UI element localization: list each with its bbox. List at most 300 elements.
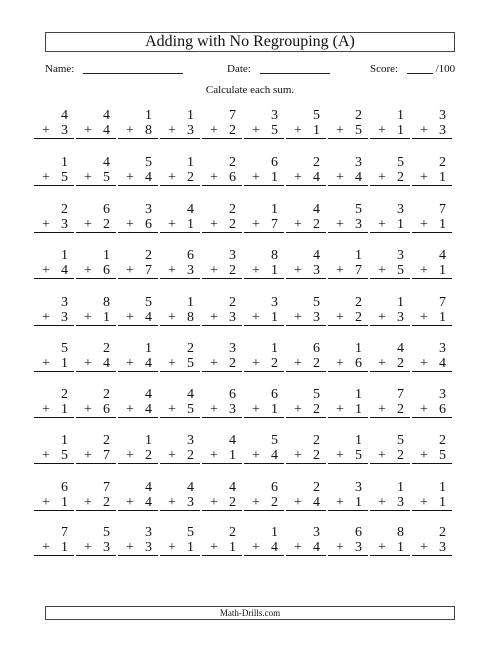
addition-problem	[76, 525, 116, 556]
addend-bottom: 6	[103, 402, 110, 417]
addend-bottom-row	[118, 123, 158, 139]
plus-sign: +	[126, 356, 134, 371]
addend-bottom: 1	[355, 495, 362, 510]
date-label: Date:	[227, 63, 251, 75]
plus-sign: +	[84, 263, 92, 278]
addend-top: 6	[355, 525, 362, 540]
plus-sign: +	[336, 356, 344, 371]
addend-bottom-row	[202, 495, 242, 511]
date-field[interactable]	[227, 62, 330, 75]
addition-problem	[244, 341, 284, 372]
addend-bottom: 1	[397, 217, 404, 232]
addend-bottom-row	[160, 540, 200, 556]
addend-bottom: 3	[61, 123, 68, 138]
addend-top: 7	[103, 480, 110, 495]
addend-bottom: 7	[271, 217, 278, 232]
plus-sign: +	[294, 495, 302, 510]
addend-bottom-row	[118, 356, 158, 372]
addend-top: 5	[397, 433, 404, 448]
addend-top: 5	[397, 155, 404, 170]
addend-bottom: 3	[187, 263, 194, 278]
addend-bottom: 1	[439, 495, 446, 510]
addend-bottom: 4	[271, 448, 278, 463]
addend-bottom-row	[412, 123, 452, 139]
addition-problem	[412, 295, 452, 326]
plus-sign: +	[336, 540, 344, 555]
plus-sign: +	[378, 495, 386, 510]
addend-top: 2	[439, 155, 446, 170]
addend-bottom-row	[328, 402, 368, 418]
addend-top: 5	[313, 295, 320, 310]
addend-bottom: 2	[229, 263, 236, 278]
plus-sign: +	[168, 540, 176, 555]
addend-bottom: 4	[145, 170, 152, 185]
addition-problem	[118, 387, 158, 418]
addend-bottom-row	[76, 217, 116, 233]
addition-problem	[202, 480, 242, 511]
plus-sign: +	[252, 123, 260, 138]
addend-bottom-row	[34, 356, 74, 372]
addition-problem	[412, 433, 452, 464]
addend-top: 5	[103, 525, 110, 540]
addition-problem	[286, 202, 326, 233]
addend-top: 1	[145, 341, 152, 356]
addend-bottom: 1	[439, 263, 446, 278]
addend-bottom-row	[160, 263, 200, 279]
addend-top: 3	[61, 295, 68, 310]
addend-bottom: 4	[355, 170, 362, 185]
addend-bottom-row	[34, 448, 74, 464]
plus-sign: +	[42, 540, 50, 555]
addend-bottom-row	[286, 495, 326, 511]
addend-bottom: 5	[187, 402, 194, 417]
plus-sign: +	[126, 263, 134, 278]
addend-bottom-row	[34, 123, 74, 139]
addend-top: 7	[439, 295, 446, 310]
addend-bottom-row	[370, 170, 410, 186]
plus-sign: +	[168, 495, 176, 510]
addition-problem	[202, 525, 242, 556]
plus-sign: +	[252, 170, 260, 185]
addend-top: 7	[61, 525, 68, 540]
plus-sign: +	[210, 263, 218, 278]
addend-bottom-row	[76, 123, 116, 139]
addend-top: 1	[187, 295, 194, 310]
addition-problem	[244, 202, 284, 233]
addend-top: 4	[397, 341, 404, 356]
addend-bottom: 4	[145, 402, 152, 417]
addend-bottom-row	[244, 217, 284, 233]
addend-top: 4	[187, 480, 194, 495]
addend-bottom: 6	[439, 402, 446, 417]
plus-sign: +	[378, 170, 386, 185]
addend-top: 1	[145, 108, 152, 123]
addend-bottom: 3	[355, 217, 362, 232]
addend-bottom-row	[160, 123, 200, 139]
addend-bottom: 3	[397, 310, 404, 325]
addition-problem	[160, 341, 200, 372]
addend-top: 4	[313, 202, 320, 217]
plus-sign: +	[294, 356, 302, 371]
plus-sign: +	[210, 170, 218, 185]
addend-bottom-row	[34, 263, 74, 279]
plus-sign: +	[42, 123, 50, 138]
addend-bottom-row	[202, 356, 242, 372]
addend-bottom: 3	[103, 540, 110, 555]
addition-problem	[118, 525, 158, 556]
addend-bottom-row	[160, 495, 200, 511]
addend-top: 2	[439, 525, 446, 540]
addend-bottom: 2	[145, 448, 152, 463]
addend-top: 2	[229, 295, 236, 310]
addend-bottom-row	[118, 402, 158, 418]
addend-bottom-row	[118, 448, 158, 464]
addend-bottom-row	[328, 540, 368, 556]
addend-bottom: 4	[61, 263, 68, 278]
addend-bottom: 2	[397, 402, 404, 417]
addend-bottom: 2	[103, 217, 110, 232]
addend-bottom: 5	[271, 123, 278, 138]
addend-bottom-row	[370, 356, 410, 372]
addend-top: 3	[271, 108, 278, 123]
addend-top: 2	[313, 433, 320, 448]
addend-bottom: 1	[313, 123, 320, 138]
addition-problem	[76, 433, 116, 464]
plus-sign: +	[210, 310, 218, 325]
plus-sign: +	[378, 310, 386, 325]
plus-sign: +	[210, 402, 218, 417]
addend-top: 4	[187, 202, 194, 217]
addend-bottom: 3	[187, 123, 194, 138]
plus-sign: +	[42, 170, 50, 185]
footer-text: Math-Drills.com	[219, 608, 281, 618]
addend-top: 3	[313, 525, 320, 540]
plus-sign: +	[252, 402, 260, 417]
addition-problem	[412, 387, 452, 418]
addend-bottom: 5	[439, 448, 446, 463]
addend-bottom-row	[244, 123, 284, 139]
addend-bottom: 2	[313, 402, 320, 417]
plus-sign: +	[84, 356, 92, 371]
addition-problem	[244, 108, 284, 139]
addend-bottom-row	[202, 310, 242, 326]
addend-top: 2	[355, 295, 362, 310]
addend-bottom: 3	[229, 310, 236, 325]
plus-sign: +	[420, 495, 428, 510]
plus-sign: +	[420, 402, 428, 417]
addend-bottom: 1	[439, 170, 446, 185]
addend-bottom-row	[202, 217, 242, 233]
plus-sign: +	[210, 540, 218, 555]
addend-top: 6	[187, 248, 194, 263]
addend-top: 7	[229, 108, 236, 123]
addend-top: 1	[271, 341, 278, 356]
addend-top: 6	[271, 155, 278, 170]
plus-sign: +	[252, 310, 260, 325]
addend-bottom-row	[118, 263, 158, 279]
addend-bottom-row	[412, 448, 452, 464]
addend-bottom: 3	[439, 540, 446, 555]
addition-problem	[286, 433, 326, 464]
addend-bottom-row	[76, 356, 116, 372]
addition-problem	[244, 480, 284, 511]
addition-problem	[244, 248, 284, 279]
addend-top: 1	[271, 202, 278, 217]
addition-problem	[202, 202, 242, 233]
name-field[interactable]	[45, 62, 183, 75]
addend-bottom-row	[34, 402, 74, 418]
addition-problem	[202, 387, 242, 418]
addition-problem	[118, 155, 158, 186]
addition-problem	[328, 525, 368, 556]
addend-top: 7	[397, 387, 404, 402]
addend-bottom: 1	[61, 356, 68, 371]
addend-bottom: 2	[313, 217, 320, 232]
addend-bottom-row	[286, 356, 326, 372]
addend-bottom: 3	[397, 495, 404, 510]
addition-problem	[118, 202, 158, 233]
addend-bottom-row	[412, 310, 452, 326]
addend-top: 3	[397, 248, 404, 263]
plus-sign: +	[294, 170, 302, 185]
plus-sign: +	[210, 123, 218, 138]
name-blank[interactable]	[83, 62, 183, 74]
addend-top: 2	[61, 202, 68, 217]
plus-sign: +	[294, 263, 302, 278]
addend-bottom: 2	[187, 448, 194, 463]
addition-problem	[34, 480, 74, 511]
title-text: Adding with No Regrouping (A)	[145, 33, 355, 50]
addition-problem	[34, 387, 74, 418]
addend-top: 2	[313, 480, 320, 495]
addend-bottom-row	[328, 356, 368, 372]
plus-sign: +	[126, 402, 134, 417]
addend-top: 4	[145, 480, 152, 495]
addend-top: 2	[103, 341, 110, 356]
addition-problem	[286, 295, 326, 326]
addend-bottom: 1	[397, 540, 404, 555]
plus-sign: +	[168, 448, 176, 463]
addend-bottom: 4	[271, 540, 278, 555]
addend-top: 2	[229, 202, 236, 217]
addend-bottom-row	[160, 356, 200, 372]
addition-problem	[160, 202, 200, 233]
addend-bottom-row	[328, 495, 368, 511]
plus-sign: +	[336, 170, 344, 185]
addend-top: 1	[61, 155, 68, 170]
plus-sign: +	[210, 495, 218, 510]
addition-problem	[370, 108, 410, 139]
addend-bottom: 4	[103, 356, 110, 371]
addition-problem	[34, 155, 74, 186]
addend-top: 2	[229, 525, 236, 540]
addend-top: 5	[145, 295, 152, 310]
plus-sign: +	[252, 356, 260, 371]
addition-problem	[286, 387, 326, 418]
addend-bottom: 5	[103, 170, 110, 185]
addition-problem	[370, 480, 410, 511]
addition-problem	[370, 387, 410, 418]
addition-problem	[202, 248, 242, 279]
addition-problem	[370, 202, 410, 233]
addend-bottom: 3	[187, 495, 194, 510]
addition-problem	[160, 295, 200, 326]
addend-bottom: 1	[355, 402, 362, 417]
addend-bottom-row	[412, 402, 452, 418]
addend-top: 5	[313, 108, 320, 123]
addend-top: 1	[355, 341, 362, 356]
addend-top: 1	[61, 433, 68, 448]
addition-problem	[160, 108, 200, 139]
addition-problem	[370, 155, 410, 186]
plus-sign: +	[126, 540, 134, 555]
plus-sign: +	[42, 495, 50, 510]
addend-top: 3	[229, 341, 236, 356]
plus-sign: +	[168, 123, 176, 138]
addend-top: 6	[271, 480, 278, 495]
plus-sign: +	[168, 402, 176, 417]
plus-sign: +	[42, 217, 50, 232]
addition-problem	[286, 480, 326, 511]
addend-bottom: 2	[313, 356, 320, 371]
plus-sign: +	[378, 356, 386, 371]
plus-sign: +	[84, 402, 92, 417]
plus-sign: +	[252, 217, 260, 232]
plus-sign: +	[378, 263, 386, 278]
addend-bottom: 2	[229, 356, 236, 371]
addend-top: 3	[355, 480, 362, 495]
addend-top: 1	[145, 433, 152, 448]
addend-top: 1	[355, 387, 362, 402]
plus-sign: +	[84, 310, 92, 325]
addend-bottom: 5	[355, 448, 362, 463]
addend-top: 3	[355, 155, 362, 170]
addend-top: 3	[439, 387, 446, 402]
addition-problem	[202, 295, 242, 326]
addend-top: 3	[439, 341, 446, 356]
addend-bottom: 7	[145, 263, 152, 278]
addend-top: 1	[271, 525, 278, 540]
addend-top: 1	[61, 248, 68, 263]
addition-problem	[160, 155, 200, 186]
addend-bottom: 1	[271, 263, 278, 278]
plus-sign: +	[336, 263, 344, 278]
addend-top: 6	[61, 480, 68, 495]
score-blank[interactable]	[407, 62, 433, 74]
plus-sign: +	[42, 402, 50, 417]
addend-top: 2	[187, 341, 194, 356]
score-label: Score:	[370, 63, 399, 75]
plus-sign: +	[252, 540, 260, 555]
addition-problem	[370, 295, 410, 326]
addend-bottom-row	[34, 217, 74, 233]
addend-bottom: 1	[271, 310, 278, 325]
plus-sign: +	[84, 495, 92, 510]
addend-bottom: 4	[145, 310, 152, 325]
addend-bottom: 2	[397, 356, 404, 371]
worksheet-title	[45, 32, 455, 52]
plus-sign: +	[168, 356, 176, 371]
addend-bottom-row	[370, 540, 410, 556]
info-row	[45, 62, 457, 78]
addend-top: 4	[229, 433, 236, 448]
addend-top: 5	[313, 387, 320, 402]
plus-sign: +	[336, 310, 344, 325]
addend-top: 1	[397, 108, 404, 123]
addend-bottom: 6	[355, 356, 362, 371]
date-blank[interactable]	[260, 62, 330, 74]
addend-bottom-row	[286, 263, 326, 279]
addend-top: 4	[103, 108, 110, 123]
addend-bottom-row	[412, 217, 452, 233]
plus-sign: +	[420, 123, 428, 138]
plus-sign: +	[420, 540, 428, 555]
addend-bottom: 2	[271, 356, 278, 371]
addition-problem	[328, 202, 368, 233]
addend-bottom-row	[34, 495, 74, 511]
addend-bottom-row	[118, 170, 158, 186]
plus-sign: +	[168, 310, 176, 325]
addend-bottom-row	[286, 540, 326, 556]
addition-problem	[412, 108, 452, 139]
plus-sign: +	[294, 402, 302, 417]
addition-problem	[118, 480, 158, 511]
addition-problem	[244, 525, 284, 556]
addend-bottom: 5	[61, 170, 68, 185]
addend-bottom: 3	[313, 263, 320, 278]
addend-bottom-row	[286, 402, 326, 418]
addend-bottom: 1	[271, 402, 278, 417]
addition-problem	[34, 295, 74, 326]
addend-top: 2	[145, 248, 152, 263]
addend-bottom: 5	[397, 263, 404, 278]
addend-bottom-row	[328, 263, 368, 279]
addend-bottom: 5	[187, 356, 194, 371]
plus-sign: +	[294, 310, 302, 325]
addition-problem	[412, 525, 452, 556]
plus-sign: +	[336, 123, 344, 138]
addend-bottom: 1	[103, 310, 110, 325]
addend-top: 2	[61, 387, 68, 402]
addition-problem	[118, 433, 158, 464]
score-field[interactable]	[370, 62, 455, 75]
addend-top: 8	[271, 248, 278, 263]
addition-problem	[160, 480, 200, 511]
addition-problem	[34, 525, 74, 556]
plus-sign: +	[210, 356, 218, 371]
addend-top: 2	[103, 387, 110, 402]
addition-problem	[76, 155, 116, 186]
addend-bottom-row	[244, 170, 284, 186]
addend-bottom-row	[244, 540, 284, 556]
addend-bottom-row	[244, 356, 284, 372]
addition-problem	[370, 433, 410, 464]
addend-bottom: 6	[145, 217, 152, 232]
addend-top: 1	[355, 433, 362, 448]
plus-sign: +	[42, 448, 50, 463]
addition-problem	[160, 433, 200, 464]
addend-bottom: 4	[313, 170, 320, 185]
addend-bottom-row	[202, 263, 242, 279]
plus-sign: +	[84, 123, 92, 138]
addend-bottom-row	[118, 540, 158, 556]
addition-problem	[286, 155, 326, 186]
addend-bottom-row	[286, 170, 326, 186]
addend-bottom-row	[34, 310, 74, 326]
addition-problem	[76, 341, 116, 372]
addend-bottom: 3	[61, 310, 68, 325]
addend-bottom: 1	[61, 495, 68, 510]
